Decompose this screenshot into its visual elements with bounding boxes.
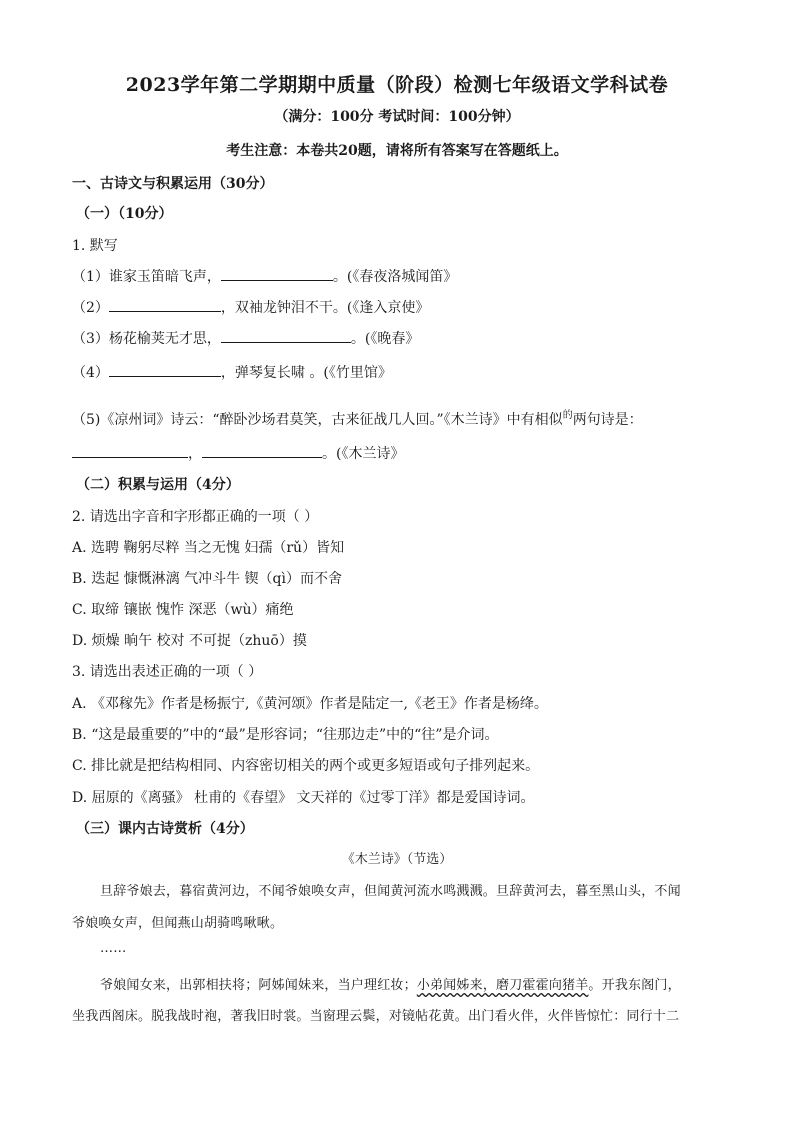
q1-item-4 — [72, 362, 392, 382]
q1-item-2-blank[interactable] — [109, 297, 221, 312]
score-and-time: （满分：100分 考试时间：100分钟） — [274, 109, 520, 125]
q2-option-b: B. 迭起 慷慨淋漓 气冲斗牛 锲（qì）而不舍 — [72, 571, 342, 587]
exam-title: 2023学年第二学期期中质量（阶段）检测七年级语文学科试卷 — [125, 74, 669, 96]
q2-option-a: A. 选聘 鞠躬尽粹 当之无愧 妇孺（rǔ）皆知 — [72, 540, 345, 556]
passage-title: 《木兰诗》（节选） — [341, 852, 453, 867]
passage-line-3-a: 爷娘闻女来，出郭相扶将；阿姊闻妹来，当户理红妆； — [100, 978, 417, 993]
q1-label: 1. 默写 — [72, 238, 118, 254]
q3-option-b: B. “这是最重要的”中的“最”是形容词；“往那边走”中的“往”是介词。 — [72, 727, 499, 743]
q1-item-3 — [72, 328, 419, 348]
q1-item-2-suffix: ，双袖龙钟泪不干。(《逢入京使》 — [220, 300, 430, 316]
q1-item-2-prefix: （2） — [72, 300, 109, 316]
q1-item-2 — [72, 297, 429, 317]
q2-option-c: C. 取缔 镶嵌 愧怍 深恶（wù）痛绝 — [72, 602, 294, 618]
passage-line-3-wavy: 小弟闻姊来，磨刀霍霍向猪羊 — [416, 978, 589, 993]
q1-item-3-suffix: 。(《晚春》 — [350, 331, 420, 347]
q3-option-a: A. 《邓稼先》作者是杨振宁,《黄河颂》作者是陆定一,《老王》作者是杨绛。 — [72, 696, 548, 712]
q1-item-4-prefix: （4） — [72, 365, 109, 381]
passage-ellipsis: …… — [100, 941, 127, 956]
q2-option-d: D. 烦燥 晌午 校对 不可捉（zhuō）摸 — [72, 633, 307, 649]
passage-line-1: 旦辞爷娘去，暮宿黄河边，不闻爷娘唤女声，但闻黄河流水鸣溅溅。旦辞黄河去，暮至黑山头，不闻 — [100, 884, 681, 899]
q1-item-4-blank[interactable] — [109, 362, 221, 377]
q1-item-4-suffix: ，弹琴复长啸 。(《竹里馆》 — [220, 365, 392, 381]
q1-item-5 — [72, 409, 643, 429]
q1-item-5-blank-2[interactable] — [202, 443, 322, 458]
q1-item-5-blank-1[interactable] — [72, 443, 188, 458]
part1-heading: （一）（10分） — [76, 206, 173, 222]
section1-heading: 一、古诗文与积累运用（30分） — [72, 176, 274, 192]
q1-item-1-blank[interactable] — [221, 266, 333, 281]
passage-line-4: 坐我西阁床。脱我战时袍，著我旧时裳。当窗理云鬓，对镜帖花黄。出门看火伴，火伴皆惊忙：同行十二 — [72, 1009, 680, 1024]
q3-stem: 3. 请选出表述正确的一项（ ） — [72, 664, 263, 680]
q1-item-5-separator: ， — [188, 446, 202, 462]
q1-item-1 — [72, 266, 457, 286]
q1-item-5-answer-line — [72, 443, 404, 463]
exam-notice: 考生注意：本卷共20题，请将所有答案写在答题纸上。 — [226, 143, 568, 159]
q1-item-3-blank[interactable] — [221, 328, 351, 343]
section2-heading: （二）积累与运用（4分） — [76, 477, 240, 493]
q1-item-5-text-b: 两句诗是： — [572, 412, 643, 428]
q3-option-d: D. 屈原的《离骚》 杜甫的《春望》 文天祥的《过零丁洋》都是爱国诗词。 — [72, 790, 535, 806]
q3-option-c: C. 排比就是把结构相同、内容密切相关的两个或更多短语或句子排列起来。 — [72, 758, 540, 774]
q1-item-1-prefix: （1）谁家玉笛暗飞声， — [72, 269, 221, 285]
passage-line-3 — [100, 974, 750, 993]
q1-item-1-suffix: 。(《春夜洛城闻笛》 — [332, 269, 458, 285]
q1-item-5-suffix: 。(《木兰诗》 — [322, 446, 405, 462]
passage-line-2: 爷娘唤女声，但闻燕山胡骑鸣啾啾。 — [72, 916, 284, 931]
q1-item-5-text-a: （5)《凉州词》诗云：“醉卧沙场君莫笑，古来征战几人回。”《木兰诗》中有相似 — [72, 412, 563, 428]
q2-stem: 2. 请选出字音和字形都正确的一项（ ） — [72, 509, 319, 525]
q1-item-3-prefix: （3）杨花榆荚无才思， — [72, 331, 221, 347]
q1-item-5-sup: 的 — [562, 410, 573, 421]
passage-line-3-b: 。开我东阁门， — [588, 978, 681, 993]
section3-heading: （三）课内古诗赏析（4分） — [76, 821, 254, 837]
